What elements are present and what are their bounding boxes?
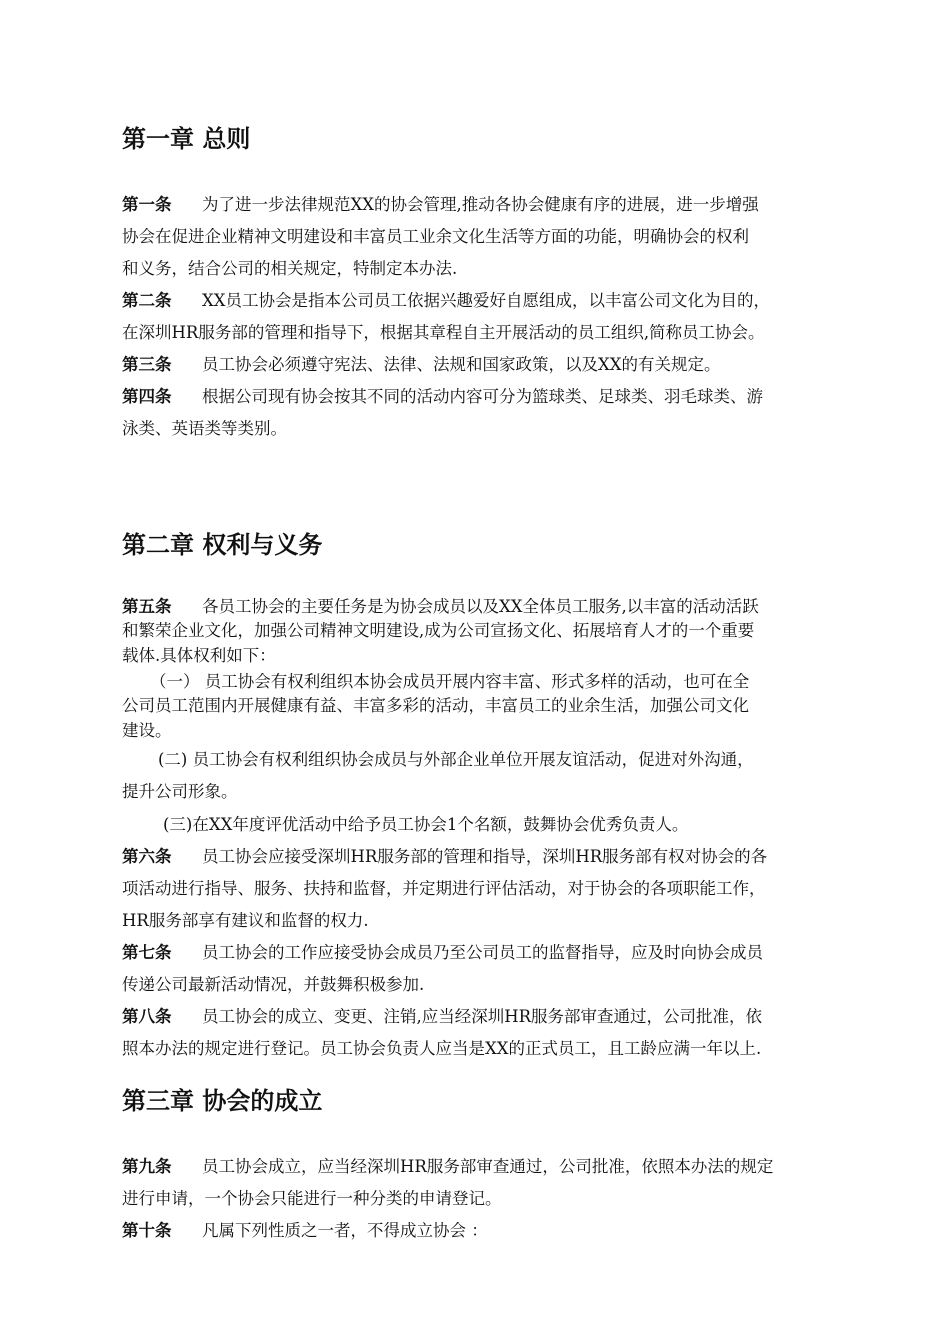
article-8-text-1: 员工协会的成立、变更、注销,应当经深圳HR服务部审查通过，公司批准，依 bbox=[202, 1007, 763, 1026]
article-4-label: 第四条 bbox=[122, 387, 172, 406]
article-4-text-1: 根据公司现有协会按其不同的活动内容可分为篮球类、足球类、羽毛球类、游 bbox=[202, 387, 763, 406]
item-1-line-3: 建设。 bbox=[122, 721, 172, 740]
article-8-line-2: 照本办法的规定进行登记。员工协会负责人应当是XX的正式员工，且工龄应满一年以上. bbox=[122, 1039, 762, 1058]
article-3-text-1: 员工协会必须遵守宪法、法律、法规和国家政策，以及XX的有关规定。 bbox=[202, 355, 721, 374]
article-6-label: 第六条 bbox=[122, 847, 172, 866]
chapter-2-title: 第二章 权利与义务 bbox=[122, 531, 323, 559]
article-9-label: 第九条 bbox=[122, 1157, 172, 1176]
article-8-line-1 bbox=[122, 1006, 762, 1028]
article-6-line-3: HR服务部享有建议和监督的权力. bbox=[122, 911, 369, 930]
chapter-3-title: 第三章 协会的成立 bbox=[122, 1087, 323, 1115]
article-7-line-1 bbox=[122, 942, 763, 964]
item-1-line-1: （一） 员工协会有权利组织本协会成员开展内容丰富、形式多样的活动，也可在全 bbox=[150, 672, 750, 691]
article-4-line-2: 泳类、英语类等类别。 bbox=[122, 419, 287, 438]
article-1-line-1 bbox=[122, 194, 759, 216]
article-9-text-1: 员工协会成立，应当经深圳HR服务部审查通过，公司批准，依照本办法的规定 bbox=[202, 1157, 774, 1176]
article-2-line-1 bbox=[122, 290, 770, 312]
article-5-line-2: 和繁荣企业文化，加强公司精神文明建设,成为公司宣扬文化、拓展培育人才的一个重要 bbox=[122, 621, 755, 640]
item-3-line-1: (三)在XX年度评优活动中给予员工协会1个名额，鼓舞协会优秀负责人。 bbox=[163, 815, 689, 834]
article-5-line-3: 载体.具体权利如下： bbox=[122, 646, 276, 665]
item-2-line-1: (二) 员工协会有权利组织协会成员与外部企业单位开展友谊活动，促进对外沟通， bbox=[158, 750, 754, 769]
article-7-text-1: 员工协会的工作应接受协会成员乃至公司员工的监督指导，应及时向协会成员 bbox=[202, 943, 763, 962]
article-1-text-1: 为了进一步法律规范XX的协会管理,推动各协会健康有序的进展，进一步增强 bbox=[202, 195, 759, 214]
article-8-label: 第八条 bbox=[122, 1007, 172, 1026]
article-9-line-1 bbox=[122, 1156, 773, 1178]
article-5-label: 第五条 bbox=[122, 597, 172, 616]
article-3-label: 第三条 bbox=[122, 355, 172, 374]
article-6-text-1: 员工协会应接受深圳HR服务部的管理和指导，深圳HR服务部有权对协会的各 bbox=[202, 847, 768, 866]
article-2-label: 第二条 bbox=[122, 291, 172, 310]
article-10-line-1 bbox=[122, 1220, 488, 1242]
article-7-line-2: 传递公司最新活动情况，并鼓舞积极参加. bbox=[122, 975, 425, 994]
article-1-line-3: 和义务，结合公司的相关规定，特制定本办法. bbox=[122, 259, 458, 278]
article-2-line-2: 在深圳HR服务部的管理和指导下，根据其章程自主开展活动的员工组织,简称员工协会。 bbox=[122, 323, 765, 342]
chapter-1-title: 第一章 总则 bbox=[122, 125, 251, 153]
article-7-label: 第七条 bbox=[122, 943, 172, 962]
item-1-line-2: 公司员工范围内开展健康有益、丰富多彩的活动，丰富员工的业余生活，加强公司文化 bbox=[122, 696, 749, 715]
article-4-line-1 bbox=[122, 386, 763, 408]
article-10-label: 第十条 bbox=[122, 1221, 172, 1240]
article-2-text-1: XX员工协会是指本公司员工依据兴趣爱好自愿组成，以丰富公司文化为目的， bbox=[202, 291, 770, 310]
article-6-line-1 bbox=[122, 846, 767, 868]
article-10-text-1: 凡属下列性质之一者，不得成立协会 ： bbox=[202, 1221, 488, 1240]
article-5-line-1 bbox=[122, 596, 759, 618]
item-2-line-2: 提升公司形象。 bbox=[122, 782, 238, 801]
article-5-text-1: 各员工协会的主要任务是为协会成员以及XX全体员工服务,以丰富的活动活跃 bbox=[202, 597, 759, 616]
article-1-line-2: 协会在促进企业精神文明建设和丰富员工业余文化生活等方面的功能，明确协会的权利 bbox=[122, 227, 749, 246]
article-9-line-2: 进行申请，一个协会只能进行一种分类的申请登记。 bbox=[122, 1189, 502, 1208]
article-3-line-1 bbox=[122, 354, 721, 376]
article-6-line-2: 项活动进行指导、服务、扶持和监督，并定期进行评估活动，对于协会的各项职能工作， bbox=[122, 879, 766, 898]
article-1-label: 第一条 bbox=[122, 195, 172, 214]
